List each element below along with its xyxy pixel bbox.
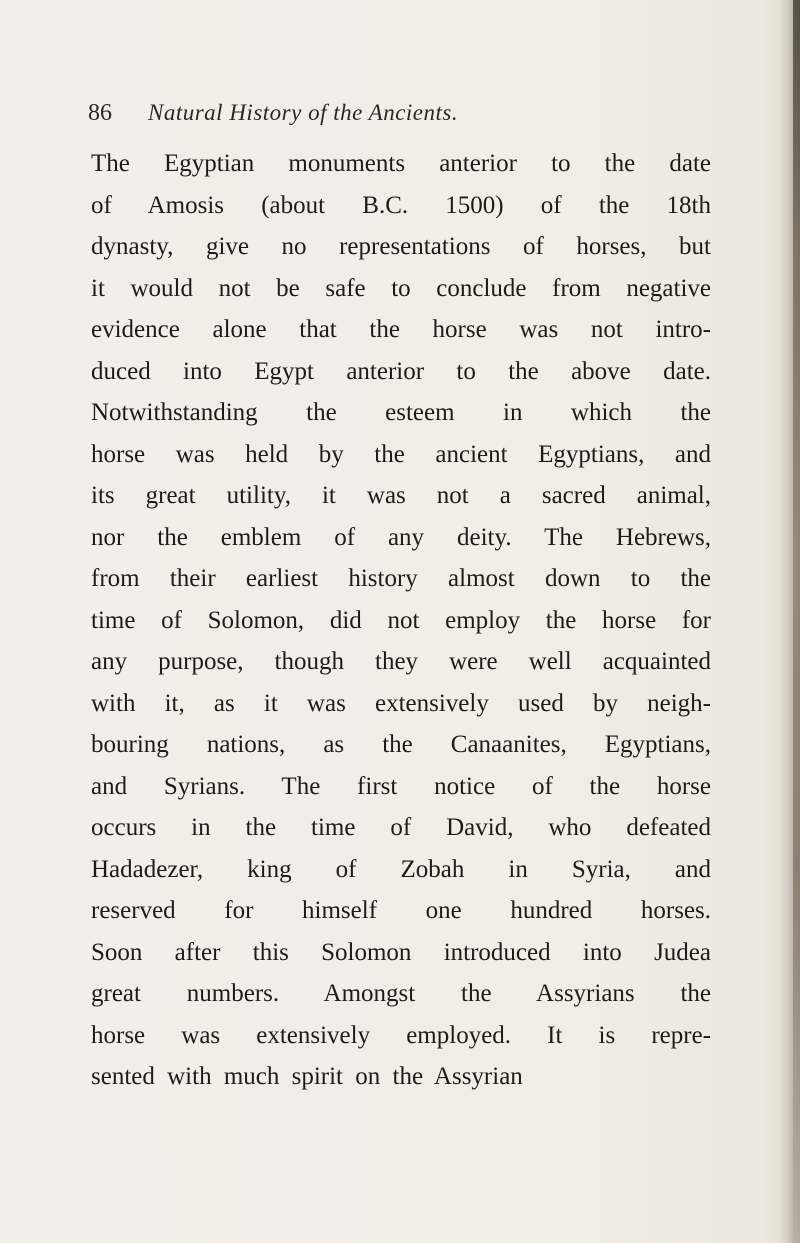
text-line: evidence alone that the horse was not intro- (91, 316, 711, 343)
text-line: occurs in the time of David, who defeated (91, 814, 711, 841)
text-line: it would not be safe to conclude from negative (91, 274, 711, 302)
text-line: its great utility, it was not a sacred animal, (91, 482, 711, 509)
text-line: and Syrians. The first notice of the horse (91, 772, 711, 800)
text-line: sented with much spirit on the Assyrian (91, 1063, 523, 1090)
text-line: with it, as it was extensively used by neigh- (91, 689, 711, 717)
text-line: great numbers. Amongst the Assyrians the (91, 980, 711, 1007)
running-title: Natural History of the Ancients. (148, 100, 459, 125)
text-line: bouring nations, as the Canaanites, Egyptians, (91, 731, 711, 758)
text-line: of Amosis (about B.C. 1500) of the 18th (91, 191, 711, 219)
text-line: any purpose, though they were well acquainted (91, 648, 711, 675)
text-line: nor the emblem of any deity. The Hebrews, (91, 523, 711, 551)
page-number: 86 (88, 100, 112, 126)
text-line: duced into Egypt anterior to the above date. (91, 357, 711, 385)
body-paragraph (91, 143, 711, 1098)
text-line: time of Solomon, did not employ the horse for (91, 606, 711, 634)
text-line: The Egyptian monuments anterior to the date (91, 150, 711, 177)
text-line: horse was held by the ancient Egyptians, and (91, 440, 711, 468)
text-line: dynasty, give no representations of horses, but (91, 233, 711, 260)
text-line: from their earliest history almost down to the (91, 565, 711, 592)
text-line: Soon after this Solomon introduced into Judea (91, 938, 711, 966)
text-line: reserved for himself one hundred horses. (91, 897, 711, 924)
binding-edge (793, 0, 800, 1243)
text-line: horse was extensively employed. It is repre- (91, 1021, 711, 1049)
text-line: Hadadezer, king of Zobah in Syria, and (91, 855, 711, 883)
running-head (88, 96, 708, 130)
text-line: Notwithstanding the esteem in which the (91, 399, 711, 426)
